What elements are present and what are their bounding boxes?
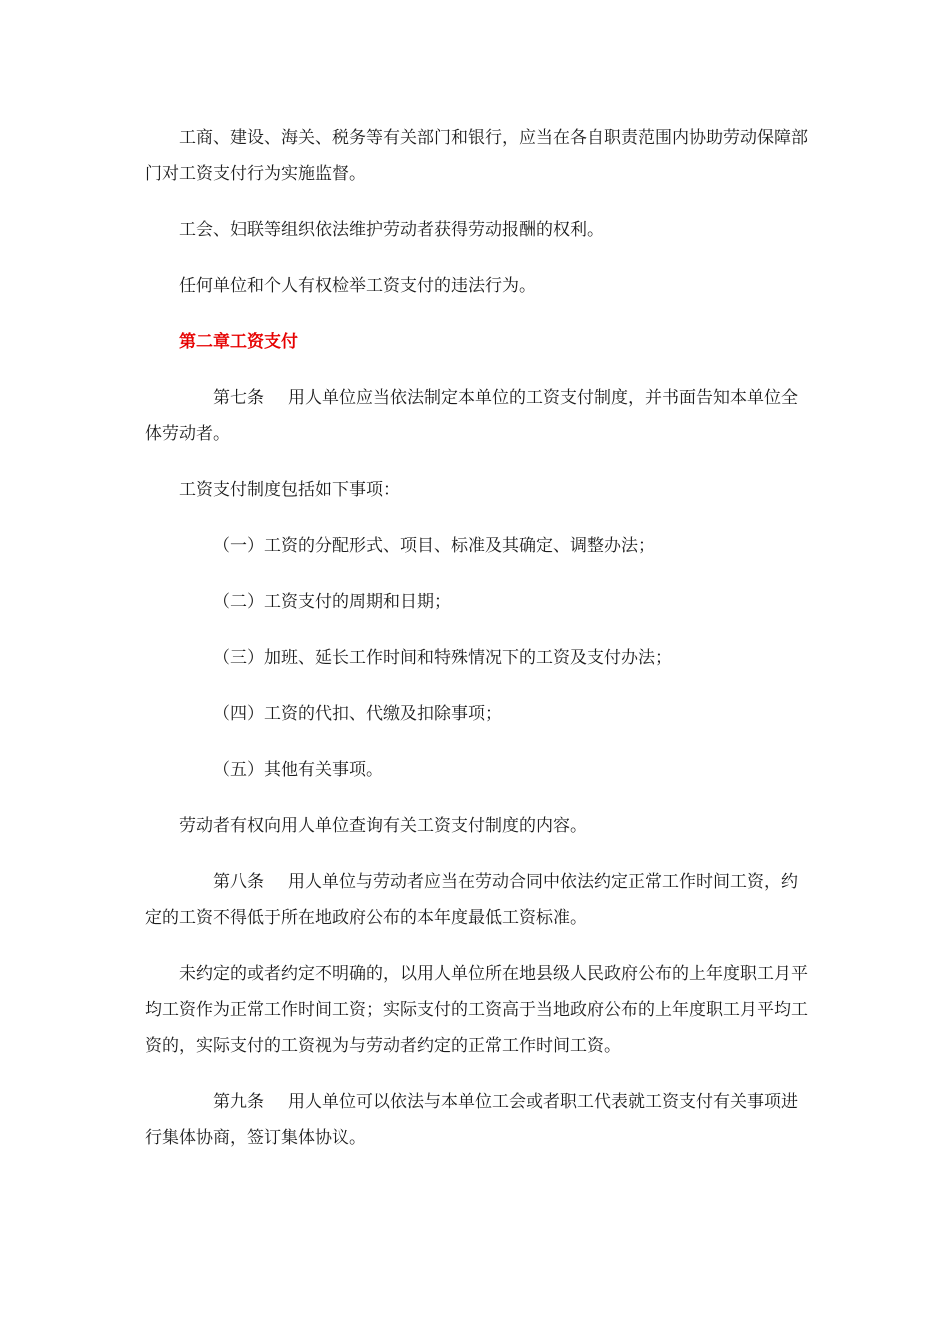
article-7-text: 用人单位应当依法制定本单位的工资支付制度，并书面告知本单位全体劳动者。 <box>145 388 798 444</box>
paragraph-supervision-departments: 工商、建设、海关、税务等有关部门和银行，应当在各自职责范围内协助劳动保障部门对工资支付行为实施监督。 <box>145 128 808 184</box>
article-8-label: 第八条 <box>213 872 264 892</box>
article-9-label: 第九条 <box>213 1092 264 1112</box>
paragraph-report-violations: 任何单位和个人有权检举工资支付的违法行为。 <box>179 276 536 296</box>
article-7-label: 第七条 <box>213 388 264 408</box>
article-7-closing: 劳动者有权向用人单位查询有关工资支付制度的内容。 <box>179 816 587 836</box>
article-8 <box>145 864 810 936</box>
article-7-item-1: （一）工资的分配形式、项目、标准及其确定、调整办法； <box>213 536 655 556</box>
article-9-text: 用人单位可以依法与本单位工会或者职工代表就工资支付有关事项进行集体协商，签订集体协议。 <box>145 1092 798 1148</box>
document-body <box>145 120 810 1176</box>
chapter-heading: 第二章工资支付 <box>179 332 298 352</box>
article-7-lead: 工资支付制度包括如下事项： <box>179 480 400 500</box>
article-7-item-5: （五）其他有关事项。 <box>213 760 383 780</box>
paragraph-union-rights: 工会、妇联等组织依法维护劳动者获得劳动报酬的权利。 <box>179 220 604 240</box>
article-8-text: 用人单位与劳动者应当在劳动合同中依法约定正常工作时间工资，约定的工资不得低于所在地政府公布的本年度最低工资标准。 <box>145 872 798 928</box>
article-9 <box>145 1084 810 1156</box>
article-7-item-2: （二）工资支付的周期和日期； <box>213 592 451 612</box>
article-7-item-3: （三）加班、延长工作时间和特殊情况下的工资及支付办法； <box>213 648 672 668</box>
article-7-item-4: （四）工资的代扣、代缴及扣除事项； <box>213 704 502 724</box>
article-8-paragraph-2: 未约定的或者约定不明确的，以用人单位所在地县级人民政府公布的上年度职工月平均工资作为正常工作时间工资；实际支付的工资高于当地政府公布的上年度职工月平均工资的，实际支付的工资视为与劳动者约定的正常工作时间工资。 <box>145 964 808 1056</box>
article-7 <box>145 380 810 452</box>
